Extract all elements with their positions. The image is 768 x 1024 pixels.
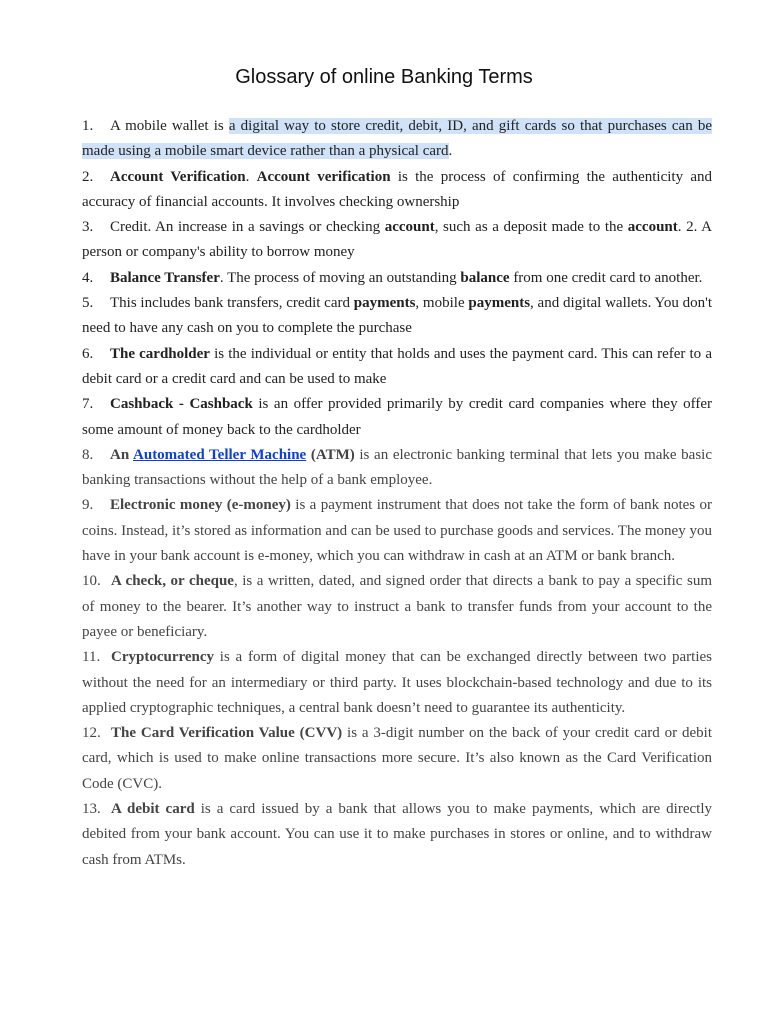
item-text: Credit. An increase in a savings or checking <box>110 219 385 236</box>
glossary-item <box>82 266 712 291</box>
term-bold: Cashback - Cashback <box>110 396 253 413</box>
glossary-item <box>82 392 712 443</box>
term-bold: A debit card <box>111 801 195 818</box>
item-text: . <box>245 168 257 185</box>
term-bold: payments <box>353 295 416 312</box>
item-number: 7. <box>82 396 94 413</box>
atm-link[interactable]: Automated Teller Machine <box>133 446 307 463</box>
item-number: 5. <box>82 295 94 312</box>
term-bold: Account verification <box>256 168 391 185</box>
term-bold: Balance Transfer <box>110 269 220 286</box>
item-number: 11. <box>82 649 101 666</box>
item-number: 13. <box>82 801 101 818</box>
term-bold: payments <box>468 295 531 312</box>
item-text: is a card issued by a bank that allows you to make payments, which are directly debited from your bank account. You can use it to make purchases in stores or online, and to withdraw cash from ATMs. <box>82 801 712 868</box>
item-number: 6. <box>82 345 94 362</box>
term-bold: The cardholder <box>110 345 210 362</box>
glossary-item <box>82 114 712 165</box>
item-text: is a 3-digit number on the back of your credit card or debit card, which is used to make online transactions more secure. It’s also known as the Card Verification Code (CVC). <box>82 725 713 792</box>
glossary-item <box>82 342 712 393</box>
item-text: . <box>448 143 453 160</box>
term-bold: Electronic money (e-money) <box>110 497 291 514</box>
item-number: 4. <box>82 269 94 286</box>
glossary-item <box>82 493 712 569</box>
glossary-list <box>82 114 712 873</box>
item-text: is an electronic banking terminal that lets you make basic banking transactions without the help of a bank employee. <box>82 446 712 489</box>
term-bold: account <box>384 219 435 236</box>
glossary-item <box>82 721 712 797</box>
item-text: is an offer provided primarily by credit card companies where they offer some amount of money back to the cardholder <box>82 396 712 438</box>
term-bold: Account Verification <box>110 168 246 185</box>
item-text: , mobile <box>415 295 469 312</box>
glossary-item <box>82 215 712 266</box>
glossary-item <box>82 569 712 645</box>
item-text: from one credit card to another. <box>509 269 703 286</box>
item-text: is the process of confirming the authenticity and accuracy of financial accounts. It involves checking ownership <box>82 168 713 210</box>
item-text: This includes bank transfers, credit card <box>110 295 354 312</box>
item-text: is the individual or entity that holds and uses the payment card. This can refer to a debit card or a credit card and can be used to make <box>82 345 712 387</box>
item-text: , is a written, dated, and signed order that directs a bank to pay a specific sum of money to the bearer. It’s another way to instruct a bank to transfer funds from your account to the payee or beneficiary. <box>82 573 712 640</box>
term-bold: balance <box>460 269 510 286</box>
glossary-item <box>82 645 712 721</box>
term-bold: (ATM) <box>306 446 355 463</box>
term-bold: Cryptocurrency <box>111 649 215 666</box>
glossary-item <box>82 797 712 873</box>
item-number: 12. <box>82 725 101 742</box>
highlighted-text[interactable]: a digital way to store credit, debit, ID, and gift cards so that purchases can be made using a mobile smart device rather than a physical card <box>82 118 712 160</box>
item-text: , such as a deposit made to the <box>434 219 628 236</box>
item-number: 3. <box>82 219 94 236</box>
term-bold: account <box>627 219 678 236</box>
glossary-item <box>82 443 712 494</box>
term-bold: An <box>110 446 134 463</box>
item-number: 8. <box>82 446 94 463</box>
item-number: 10. <box>82 573 101 590</box>
glossary-item <box>82 291 712 342</box>
item-text: A mobile wallet is <box>110 118 229 134</box>
item-text: . 2. A person or company's ability to borrow money <box>82 219 712 261</box>
term-bold: A check, or cheque <box>111 573 234 590</box>
item-number: 1. <box>82 118 94 134</box>
page-title: Glossary of online Banking Terms <box>235 66 533 88</box>
item-number: 2. <box>82 168 94 185</box>
glossary-item <box>82 165 712 216</box>
item-text: . The process of moving an outstanding <box>219 269 461 286</box>
item-text: is a form of digital money that can be exchanged directly between two parties without the need for an intermediary or third party. It uses blockchain-based technology and due to its applied cryptographic techniques, a central bank doesn’t need to guarantee its authenticity. <box>82 649 712 716</box>
item-text: , and digital wallets. You don't need to have any cash on you to complete the purchase <box>82 295 712 337</box>
term-bold: The Card Verification Value (CVV) <box>111 725 343 742</box>
item-text: is a payment instrument that does not take the form of bank notes or coins. Instead, it’s stored as information and can be used to purchase goods and services. The money you have in your bank account is e-money, which you can withdraw in cash at an ATM or bank branch. <box>82 497 713 565</box>
item-number: 9. <box>82 497 94 514</box>
